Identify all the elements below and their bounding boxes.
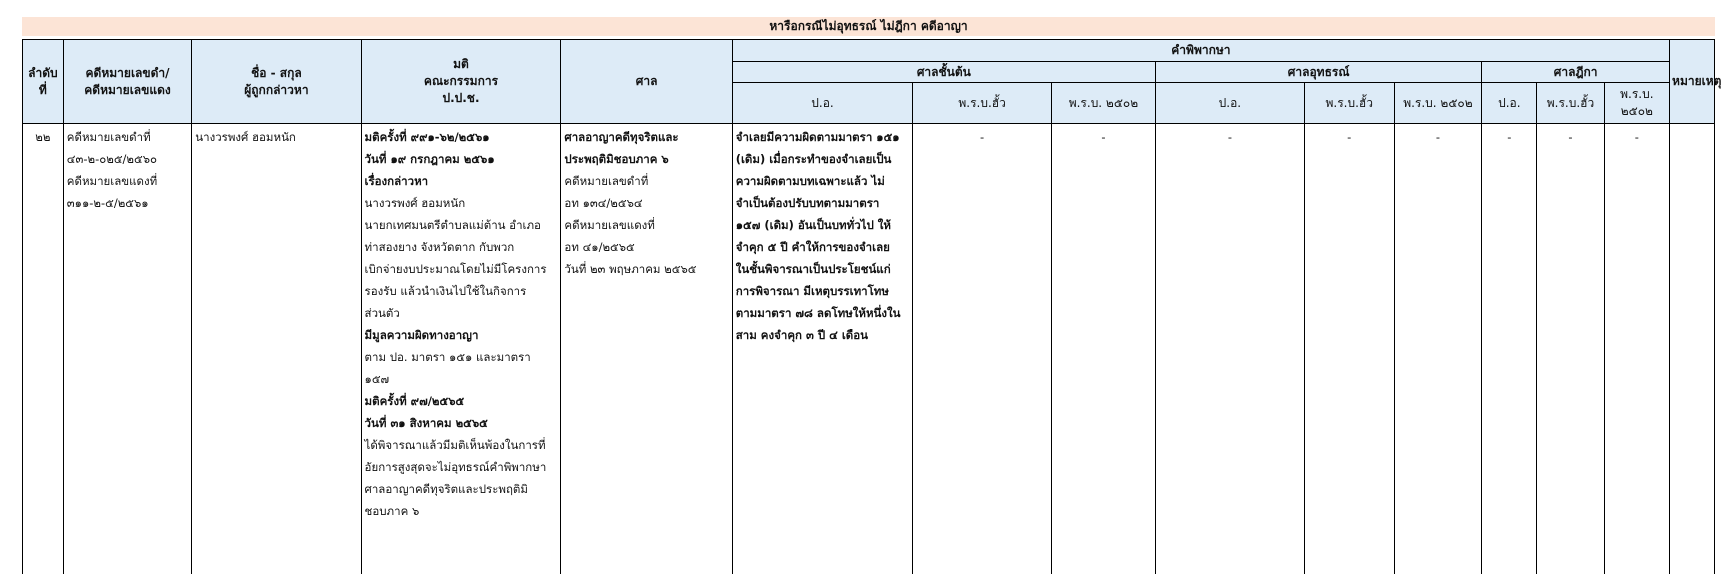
judgment-line: จำเลยมีความผิดตามมาตรา ๑๕๑ [735,130,900,144]
court-line: อท ๔๑/๒๕๖๕ [564,240,635,254]
header-first-criminal-code: ป.อ. [732,83,913,124]
resolution-line: ท่าสองยาง จังหวัดตาก กับพวก [364,240,515,254]
cell-first-act-old: - [913,124,1052,575]
judgment-line: ตามมาตรา ๗๘ ลดโทษให้หนึ่งใน [735,306,901,320]
court-line: วันที่ ๒๓ พฤษภาคม ๒๕๖๕ [564,262,697,276]
cell-supreme-criminal-code: - [1482,124,1537,575]
resolution-line: อัยการสูงสุดจะไม่อุทธรณ์คำพิพากษา [364,460,547,474]
judgment-line: ๑๕๗ (เดิม) อันเป็นบททั่วไป ให้ [735,218,891,232]
judgment-line: สาม คงจำคุก ๓ ปี ๔ เดือน [735,328,869,342]
resolution-line: มติครั้งที่ ๙๙๑-๖๒/๒๕๖๑ [364,130,490,144]
judgment-line: ความผิดตามบทเฉพาะแล้ว ไม่ [735,174,885,188]
header-judgment: คำพิพากษา [732,40,1669,62]
header-court-supreme: ศาลฎีกา [1482,62,1670,83]
cell-court [561,124,732,575]
resolution-line: เบิกจ่ายงบประมาณโดยไม่มีโครงการ [364,262,547,276]
court-line: ศาลอาญาคดีทุจริตและ [564,130,679,144]
header-name: ชื่อ - สกุล ผู้ถูกกล่าวหา [192,40,361,124]
cell-supreme-act-2502: - [1604,124,1669,575]
court-line: อท ๑๓๔/๒๕๖๔ [564,196,643,210]
resolution-line: ศาลอาญาคดีทุจริตและประพฤติมิ [364,482,528,496]
court-line: คดีหมายเลขดำที่ [564,174,649,188]
cell-appeal-act-2502: - [1394,124,1482,575]
resolution-line: ชอบภาค ๖ [364,504,420,518]
cell-appeal-act-old: - [1304,124,1394,575]
header-supreme-act-2502: พ.ร.บ. ๒๕๐๒ [1604,83,1669,124]
judgment-line: จำคุก ๕ ปี คำให้การของจำเลย [735,240,890,254]
court-line: ประพฤติมิชอบภาค ๖ [564,152,669,166]
header-case-no: คดีหมายเลขดำ/ คดีหมายเลขแดง [63,40,191,124]
cell-first-criminal-code [732,124,913,575]
cell-supreme-act-old: - [1537,124,1604,575]
header-court: ศาล [561,40,732,124]
court-line: คดีหมายเลขแดงที่ [564,218,655,232]
resolution-line: ตาม ปอ. มาตรา ๑๕๑ และมาตรา [364,350,531,364]
judgment-line: (เดิม) เมื่อกระทำของจำเลยเป็น [735,152,892,166]
header-remarks: หมายเหตุ [1670,40,1715,124]
header-court-first: ศาลชั้นต้น [732,62,1155,83]
cell-resolution [361,124,561,575]
header-appeal-act-2502: พ.ร.บ. ๒๕๐๒ [1394,83,1482,124]
header-appeal-act-old: พ.ร.บ.ฮั้ว [1304,83,1394,124]
cell-case-no: คดีหมายเลขดำที่ ๔๓-๒-๐๒๕/๒๕๖๐ คดีหมายเลขแดงที่ ๓๑๑-๒-๕/๒๕๖๑ [63,124,191,575]
resolution-line: นายกเทศมนตรีตำบลแม่ต้าน อำเภอ [364,218,541,232]
case-table [22,39,1722,574]
resolution-line: ได้พิจารณาแล้วมีมติเห็นพ้องในการที่ [364,438,546,452]
header-seq: ลำดับ ที่ [23,40,64,124]
table-title: หารือกรณีไม่อุทธรณ์ ไม่ฎีกา คดีอาญา [22,17,1715,36]
header-court-appeal: ศาลอุทธรณ์ [1155,62,1481,83]
cell-name: นางวรพงศ์ ฮอมหนัก [192,124,361,575]
cell-remarks [1670,124,1715,575]
resolution-line: ๑๕๗ [364,372,390,386]
header-supreme-criminal-code: ป.อ. [1482,83,1537,124]
header-first-act-old: พ.ร.บ.ฮั้ว [913,83,1052,124]
judgment-line: จำเป็นต้องปรับบทตามมาตรา [735,196,880,210]
resolution-line: นางวรพงศ์ ฮอมหนัก [364,196,466,210]
header-first-act-2502: พ.ร.บ. ๒๕๐๒ [1051,83,1155,124]
resolution-line: รองรับ แล้วนำเงินไปใช้ในกิจการ [364,284,527,298]
table-row [23,124,1715,575]
resolution-line: มติครั้งที่ ๙๗/๒๕๖๕ [364,394,465,408]
cell-appeal-criminal-code: - [1155,124,1304,575]
cell-seq: ๒๒ [23,124,64,575]
header-appeal-criminal-code: ป.อ. [1155,83,1304,124]
resolution-line: มีมูลความผิดทางอาญา [364,328,479,342]
header-resolution: มติ คณะกรรมการ ป.ป.ช. [361,40,561,124]
cell-first-act-2502: - [1051,124,1155,575]
resolution-line: ส่วนตัว [364,306,400,320]
resolution-line: วันที่ ๓๑ สิงหาคม ๒๕๖๕ [364,416,488,430]
resolution-line: เรื่องกล่าวหา [364,174,429,188]
resolution-line: วันที่ ๑๙ กรกฎาคม ๒๕๖๑ [364,152,495,166]
header-supreme-act-old: พ.ร.บ.ฮั้ว [1537,83,1604,124]
judgment-line: การพิจารณา มีเหตุบรรเทาโทษ [735,284,889,298]
judgment-line: ในชั้นพิจารณาเป็นประโยชน์แก่ [735,262,891,276]
